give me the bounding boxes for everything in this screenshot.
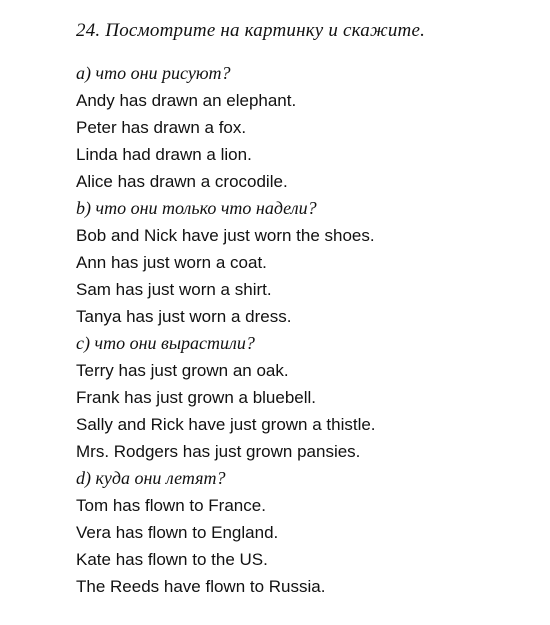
answer-line: Terry has just grown an oak. [76, 361, 289, 380]
answer-line: Peter has drawn a fox. [76, 118, 247, 137]
answer-line: Ann has just worn a coat. [76, 253, 267, 272]
section-heading: b) что они только что надели? [76, 198, 317, 218]
answer-line: Frank has just grown a bluebell. [76, 388, 317, 407]
section-heading: c) что они вырастили? [76, 333, 255, 353]
section-heading: a) что они рисуют? [76, 63, 231, 83]
section-heading: d) куда они летят? [76, 468, 226, 488]
answer-line: Sally and Rick have just grown a thistle. [76, 415, 376, 434]
answer-line: Tom has flown to France. [76, 496, 266, 515]
exercise-title: 24. Посмотрите на картинку и скажите. [76, 20, 426, 41]
answer-line: Bob and Nick have just worn the shoes. [76, 226, 375, 245]
answer-line: Sam has just worn a shirt. [76, 280, 272, 299]
section-c [76, 330, 536, 465]
answer-line: Vera has flown to England. [76, 523, 279, 542]
answer-line: Andy has drawn an elephant. [76, 91, 297, 110]
answer-line: Kate has flown to the US. [76, 550, 268, 569]
section-d [76, 465, 536, 600]
section-b [76, 195, 536, 330]
document-page [76, 20, 536, 600]
answer-line: The Reeds have flown to Russia. [76, 577, 326, 596]
answer-line: Tanya has just worn a dress. [76, 307, 292, 326]
section-a [76, 60, 536, 195]
answer-line: Linda had drawn a lion. [76, 145, 252, 164]
answer-line: Alice has drawn a crocodile. [76, 172, 288, 191]
answer-line: Mrs. Rodgers has just grown pansies. [76, 442, 361, 461]
